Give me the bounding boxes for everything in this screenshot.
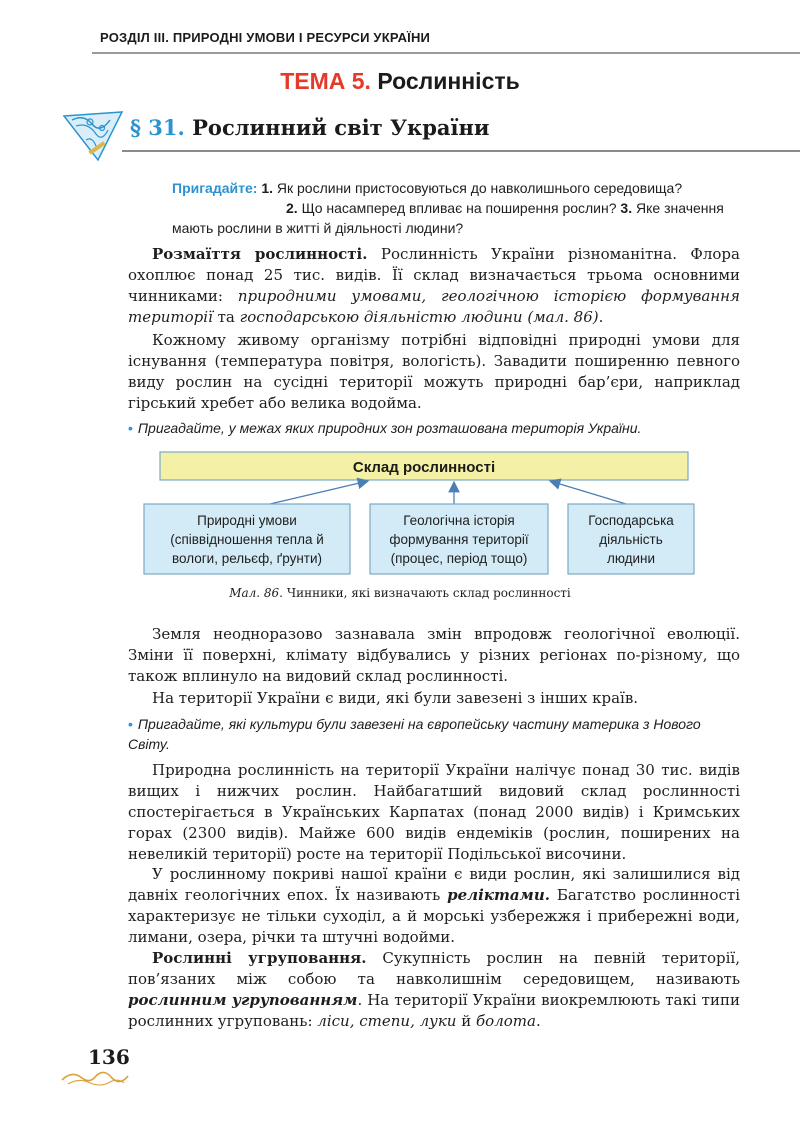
- italic-run: болота: [476, 1012, 536, 1030]
- diagram-box-line: Геологічна історія: [403, 513, 515, 528]
- topic-title: Рослинність: [377, 68, 520, 94]
- italic-run: господарською діяльністю людини (мал. 86): [239, 308, 599, 326]
- text-run: . На території України виокремлюють такі типи рослинних угруповань:: [128, 991, 740, 1030]
- task-prompt: [128, 418, 740, 438]
- figure-caption: [0, 586, 800, 600]
- caption-text: Чинники, які визначають склад рослинності: [283, 586, 571, 600]
- diagram-box-line: вологи, рельєф, ґрунти): [171, 551, 323, 566]
- paragraph-communities: [128, 948, 740, 1032]
- question-text: Що насамперед впливає на поширення рослин?: [301, 200, 617, 216]
- text-run: Рослинність України різноманітна. Флора охоплює понад 25 тис. видів. Її склад визначається трьома основними чинниками:: [128, 245, 740, 305]
- text-run: Сукупність рослин на певній території, пов’язаних між собою та навколишнім середовищем, називають: [128, 949, 740, 988]
- paragraph-heading: [130, 115, 489, 140]
- paragraph-conditions: Кожному живому організму потрібні відповідні природні умови для існування (температура повітря, вологість). Завадити поширенню певного виду рослин на сусідні території можуть природні бар’єри, наприклад гірський хребет або велика водойма.: [128, 331, 740, 412]
- text-run: .: [535, 1012, 541, 1030]
- question-text: Яке значення мають рослини в житті й діяльності людини?: [172, 200, 724, 236]
- topic-heading: [0, 68, 800, 95]
- diagram-box-line: Природні умови: [197, 513, 297, 528]
- term-relicts: реліктами.: [447, 886, 550, 904]
- paragraph-title: Рослинний світ України: [192, 115, 490, 140]
- question-text: Як рослини пристосовуються до навколишнього середовища?: [276, 180, 683, 196]
- remember-questions: [172, 178, 740, 238]
- diagram-box-line: людини: [606, 551, 656, 566]
- diagram-box-line: Господарська: [588, 513, 674, 528]
- text-run: Багатство рослинності характеризує не тільки суходіл, а й морські узбережжя і прибережні води, лимани, озера, річки та штучні водойми.: [128, 886, 741, 946]
- paragraph-number: § 31.: [130, 115, 185, 140]
- subheading: Рослинні угруповання.: [152, 949, 367, 967]
- bullet: •: [128, 716, 133, 732]
- section-header: РОЗДІЛ ІІІ. ПРИРОДНІ УМОВИ І РЕСУРСИ УКРАЇНИ: [100, 30, 431, 45]
- subheading: Розмаїття рослинності.: [152, 245, 368, 263]
- text-run: У рослинному покриві нашої країни є види рослин, які залишилися від давніх геологічних епох. Їх називають: [128, 865, 740, 904]
- paragraph-evolution: Земля неодноразово зазнавала змін впродовж геологічної еволюції. Зміни її поверхні, клімату відбувались у різних регіонах по-різному, що також вплинуло на видовий склад рослинності.: [128, 625, 740, 685]
- paragraph-introduced: На території України є види, які були завезені з інших країв.: [152, 689, 639, 707]
- paragraph-ornament-icon: [62, 110, 124, 162]
- remember-lead: Пригадайте:: [172, 180, 258, 196]
- paragraph-species: Природна рослинність на території України налічує понад 30 тис. видів вищих і нижчих рослин. Найбагатший видовий склад рослинності спостерігається в Українських Карпатах (понад 2000 видів) і Кримських горах (2300 видів). Майже 600 видів ендеміків (рослин, поширених на невеликій території) росте на території Подільської височини.: [128, 761, 740, 863]
- diagram-box-line: (процес, період тощо): [390, 551, 528, 566]
- header-divider: [92, 52, 800, 54]
- text-run: та: [212, 308, 240, 326]
- italic-run: ліси, степи, луки: [317, 1012, 457, 1030]
- factors-diagram: [140, 448, 700, 583]
- task-text: Пригадайте, у межах яких природних зон розташована територія України.: [137, 420, 642, 436]
- term-community: рослинним угрупованням: [128, 991, 358, 1009]
- diagram-arrow: [550, 481, 626, 504]
- title-divider: [122, 150, 800, 152]
- diagram-top-label: Склад рослинності: [352, 459, 496, 476]
- question-number: 2.: [286, 200, 298, 216]
- task-text: Пригадайте, які культури були завезені на європейську частину материка з Нового Світу.: [128, 716, 701, 752]
- caption-label: Мал. 86.: [229, 586, 283, 600]
- page-number: 136: [88, 1045, 130, 1069]
- diagram-arrow: [270, 481, 368, 504]
- text-run: .: [598, 308, 604, 326]
- page-ornament-icon: [60, 1068, 130, 1088]
- diagram-box-line: діяльність: [599, 532, 663, 547]
- task-prompt: [128, 714, 740, 754]
- paragraph-diversity: [128, 244, 740, 328]
- question-number: 1.: [261, 180, 273, 196]
- topic-label: ТЕМА 5.: [280, 68, 371, 94]
- text-run: й: [456, 1012, 477, 1030]
- diagram-box-line: (співвідношення тепла й: [170, 532, 324, 547]
- diagram-box-line: формування території: [389, 532, 529, 547]
- paragraph-relicts: [128, 864, 740, 948]
- bullet: •: [128, 420, 133, 436]
- question-number: 3.: [620, 200, 633, 216]
- italic-run: природними умовами, геологічною історією формування території: [128, 287, 740, 326]
